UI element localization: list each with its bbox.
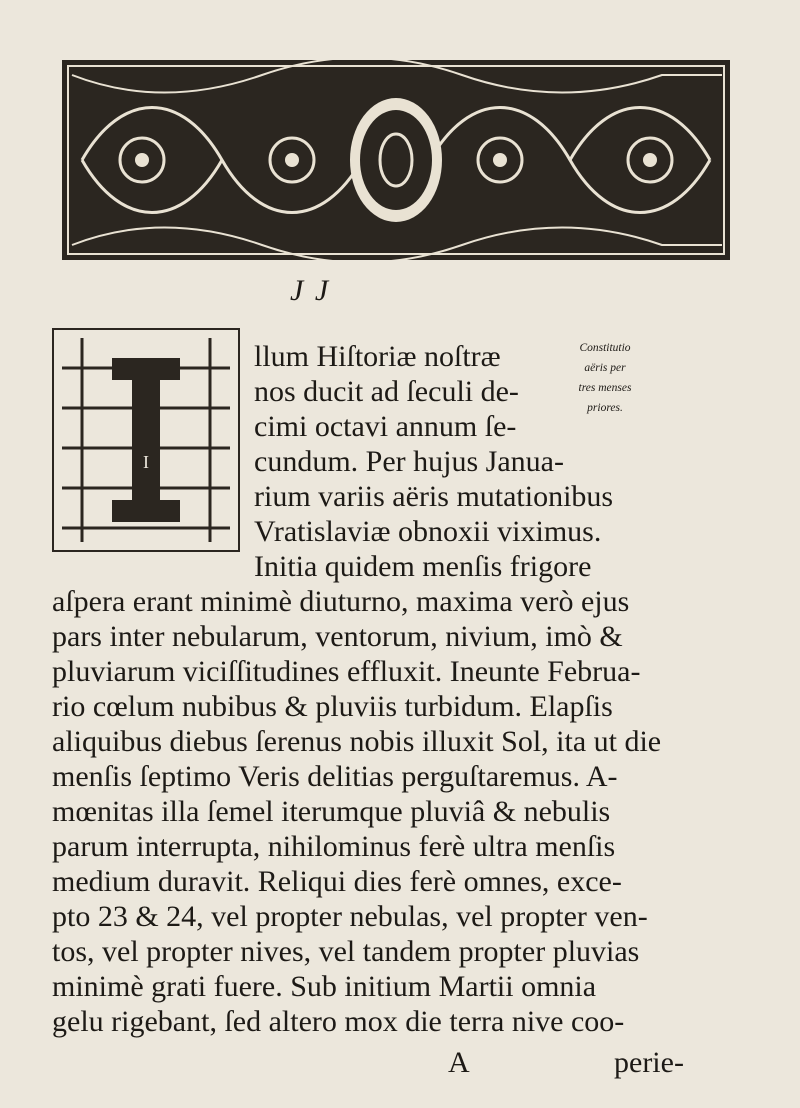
initial-letter: I	[143, 452, 149, 472]
text-line: pars inter nebularum, ventorum, nivium, imò &	[52, 620, 623, 653]
decorated-initial	[52, 328, 240, 552]
text-line: gelu rigebant, ſed altero mox die terra nive coo-	[52, 1005, 625, 1038]
text-line: Initia quidem menſis frigore	[254, 550, 592, 583]
text-line: llum Hiſtoriæ noſtræ	[254, 340, 501, 373]
margin-note-line: aëris per	[584, 362, 626, 374]
text-line: tos, vel propter nives, vel tandem propter pluvias	[52, 935, 640, 968]
text-line: aſpera erant minimè diuturno, maxima verò ejus	[52, 585, 630, 618]
text-line: pluviarum viciſſitudines effluxit. Ineunte Februa-	[52, 655, 641, 688]
text-line: cimi octavi annum ſe-	[254, 410, 517, 443]
text-line: rio cœlum nubibus & pluviis turbidum. Elapſis	[52, 690, 613, 723]
text-line: minimè grati fuere. Sub initium Martii omnia	[52, 970, 597, 1003]
text-line: menſis ſeptimo Veris delitias perguſtaremus. A-	[52, 760, 618, 793]
catchword: perie-	[614, 1046, 684, 1079]
text-line: Vratislaviæ obnoxii viximus.	[254, 515, 602, 548]
text-line: aliquibus diebus ſerenus nobis illuxit Sol, ita ut die	[52, 725, 662, 758]
text-line: nos ducit ad ſeculi de-	[254, 375, 519, 408]
text-line: medium duravit. Reliqui dies ferè omnes, exce-	[52, 865, 622, 898]
signature-letter: A	[448, 1046, 470, 1079]
marginal-note	[540, 338, 670, 418]
margin-note-line: tres menses	[578, 382, 632, 394]
text-line: parum interrupta, nihilominus ferè ultra menſis	[52, 830, 616, 863]
text-line: pto 23 & 24, vel propter nebulas, vel propter ven-	[52, 900, 648, 933]
text-line: cundum. Per hujus Janua-	[254, 445, 564, 478]
text-line: rium variis aëris mutationibus	[254, 480, 614, 513]
text-line: mœnitas illa ſemel iterumque pluviâ & nebulis	[52, 795, 611, 828]
margin-note-line: Constitutio	[579, 342, 631, 354]
margin-note-line: priores.	[587, 402, 623, 414]
decorative-headpiece	[62, 60, 730, 260]
page-signature-mark: J J	[290, 274, 331, 307]
